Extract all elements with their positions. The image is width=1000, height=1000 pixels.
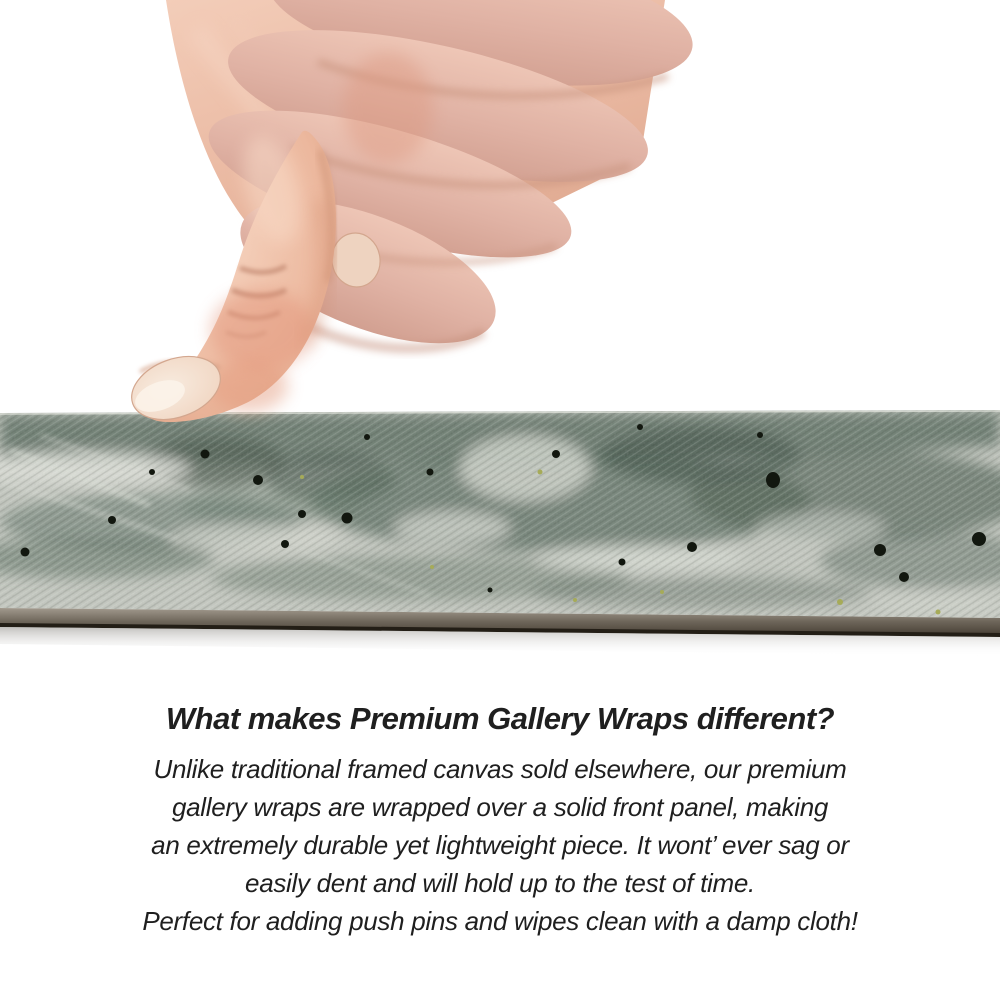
copy-block <box>0 698 1000 940</box>
canvas-edge-strip <box>0 410 1000 660</box>
copy-line-2: gallery wraps are wrapped over a solid front panel, making <box>171 792 829 822</box>
canvas-paint-texture <box>0 410 1000 622</box>
copy-line-1: Unlike traditional framed canvas sold elsewhere, our premium <box>153 754 847 784</box>
thumb-blush <box>210 290 314 370</box>
canvas-grain <box>0 410 1000 622</box>
hand-pressing-thumb-illustration <box>0 0 1000 432</box>
copy-line-4: easily dent and will hold up to the test of time. <box>245 868 755 898</box>
copy-line-3: an extremely durable yet lightweight piece. It wont’ ever sag or <box>151 830 849 860</box>
copy-line-5: Perfect for adding push pins and wipes clean with a damp cloth! <box>142 906 858 936</box>
copy-heading: What makes Premium Gallery Wraps different? <box>165 701 835 736</box>
knuckle-blush <box>343 53 433 163</box>
